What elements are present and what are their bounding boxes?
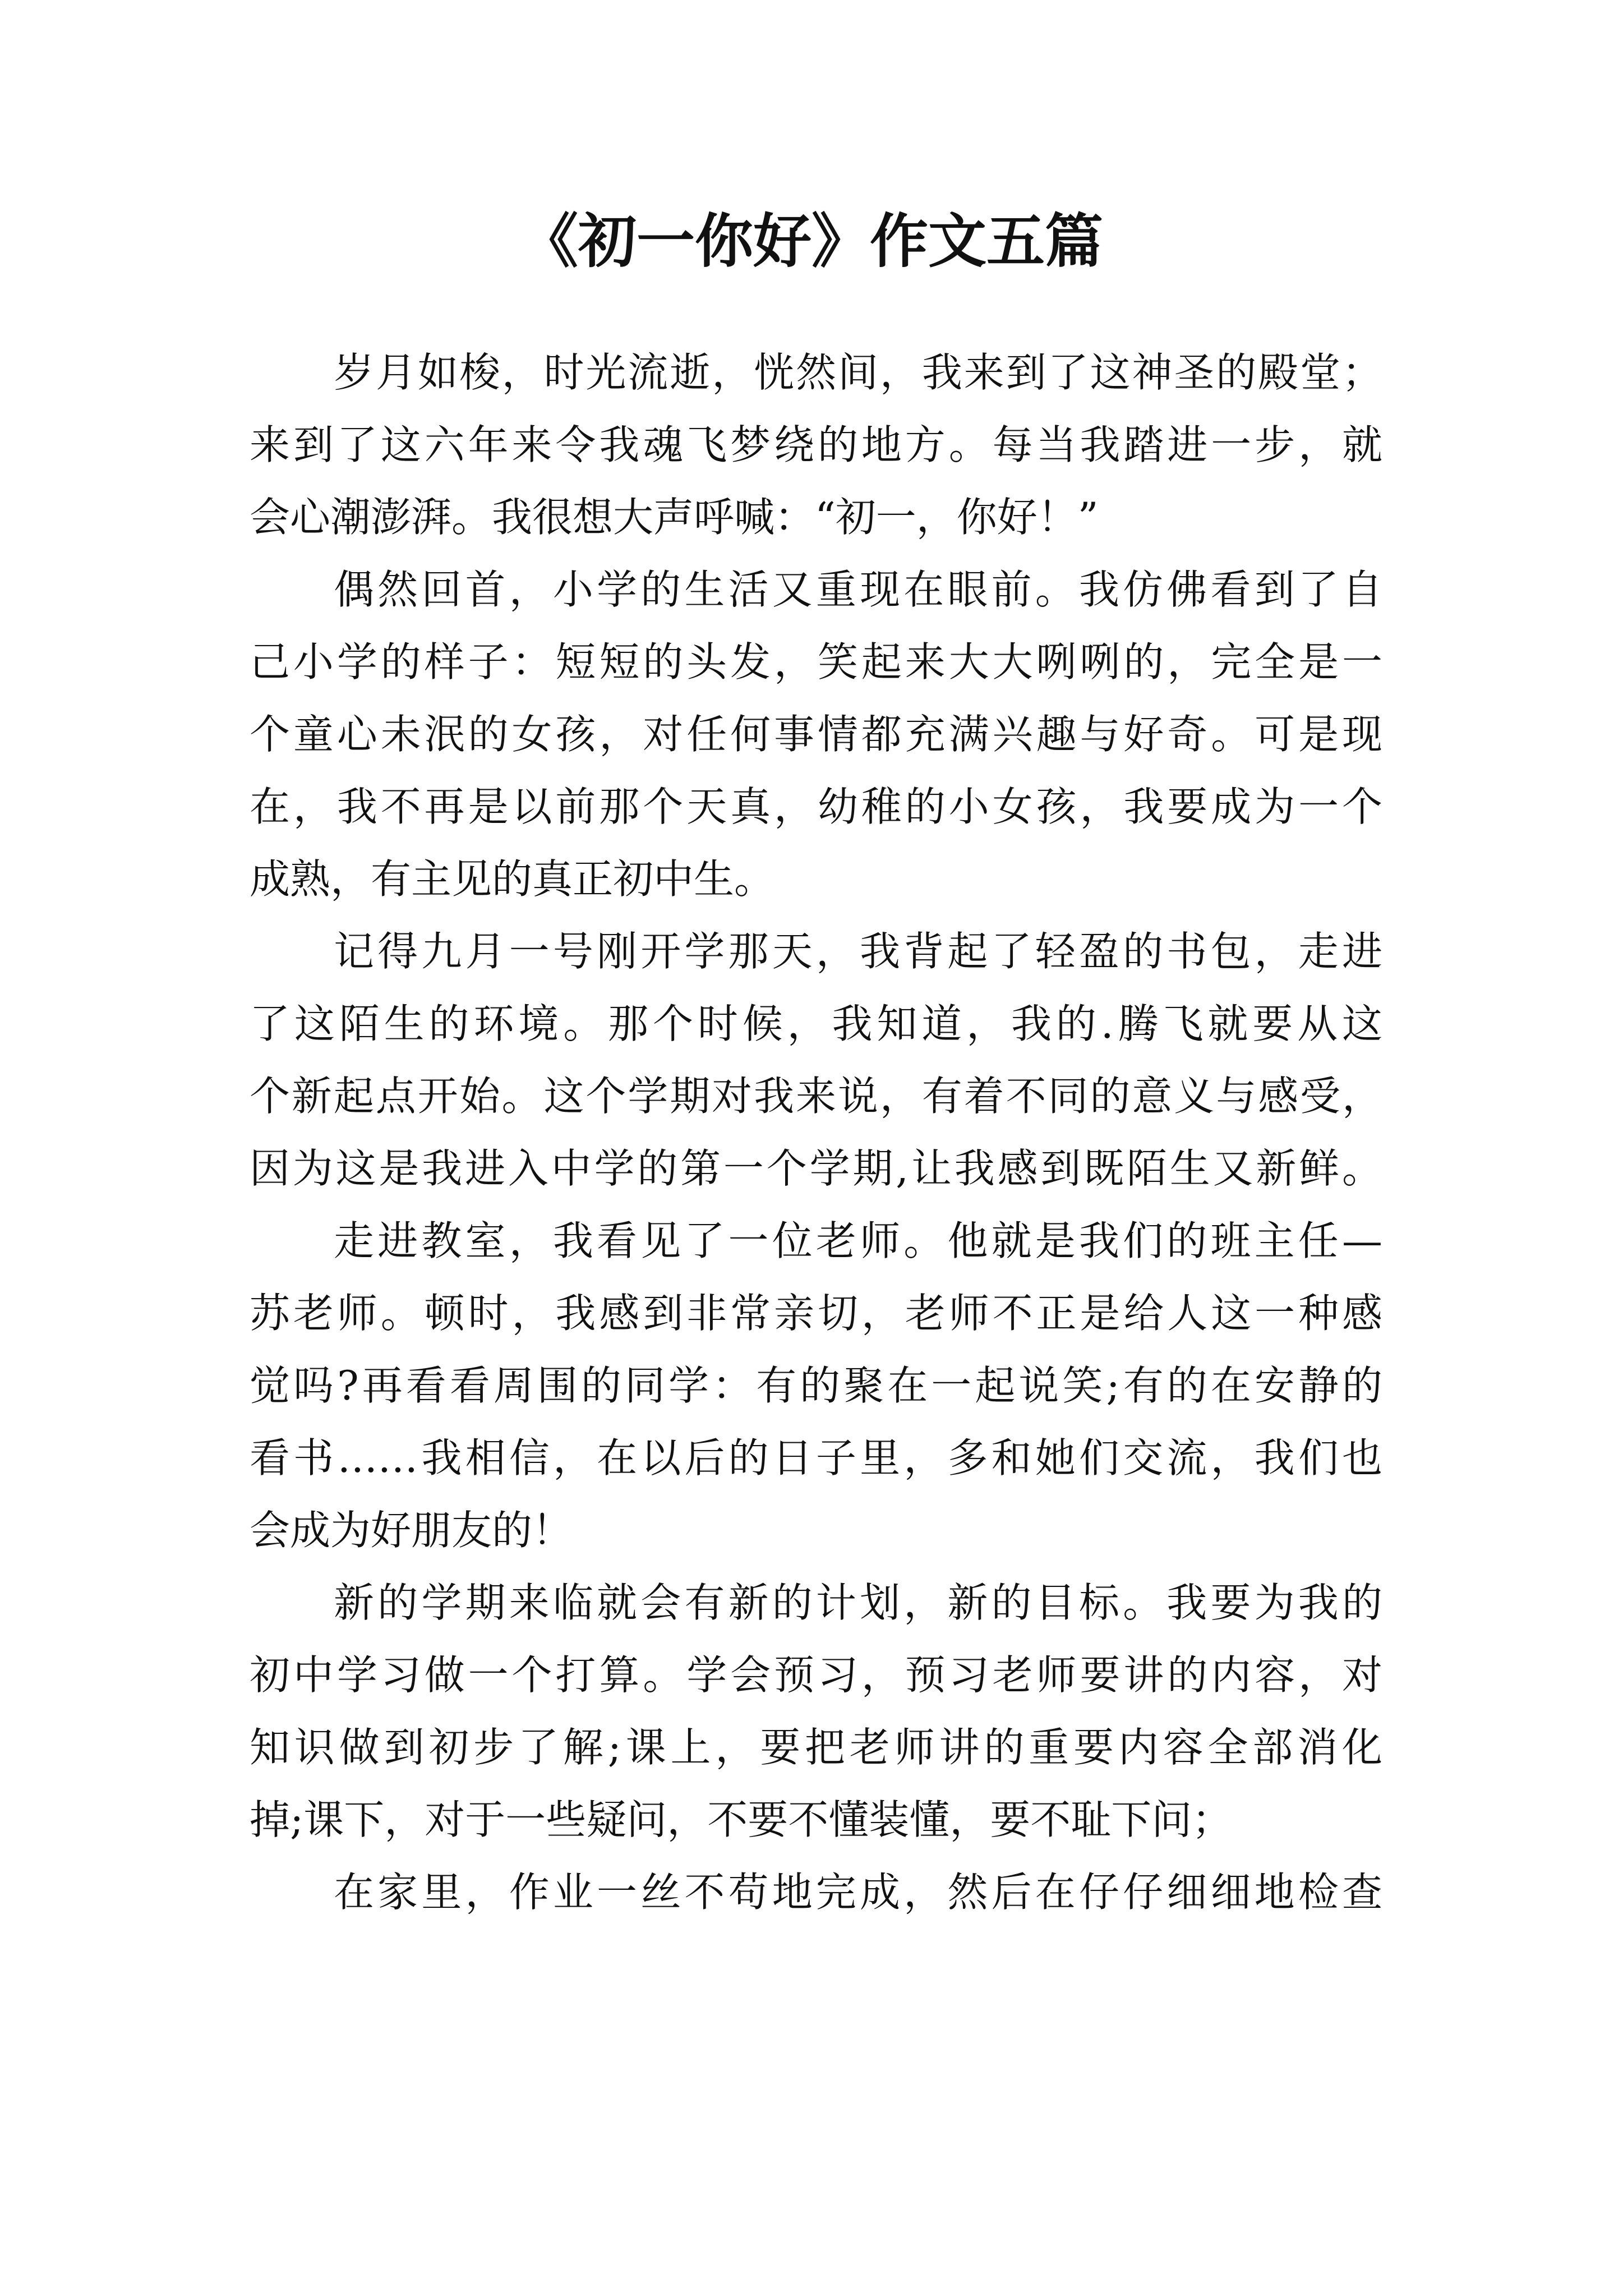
text-line: 觉吗?再看看周围的同学：有的聚在一起说笑;有的在安静的 — [250, 1362, 1382, 1409]
essay-body — [250, 337, 1382, 1929]
text-line: 在家里，作业一丝不苟地完成，然后在仔仔细细地检查 — [334, 1869, 1382, 1916]
text-line: 来到了这六年来令我魂飞梦绕的地方。每当我踏进一步，就 — [250, 421, 1382, 468]
text-line: 在，我不再是以前那个天真，幼稚的小女孩，我要成为一个 — [250, 783, 1382, 830]
text-line: 记得九月一号刚开学那天，我背起了轻盈的书包，走进 — [334, 928, 1382, 975]
text-line: 看书……我相信，在以后的日子里，多和她们交流，我们也 — [250, 1434, 1382, 1481]
text-line: 己小学的样子：短短的头发，笑起来大大咧咧的，完全是一 — [250, 638, 1382, 685]
document-title: 《初一你好》作文五篇 — [519, 206, 1103, 275]
text-line: 了这陌生的环境。那个时候，我知道，我的.腾飞就要从这 — [250, 1000, 1382, 1047]
text-line: 偶然回首，小学的生活又重现在眼前。我仿佛看到了自 — [334, 566, 1382, 613]
text-line: 掉;课下，对于一些疑问，不要不懂装懂，要不耻下问； — [250, 1796, 1233, 1843]
text-line: 走进教室，我看见了一位老师。他就是我们的班主任— — [334, 1217, 1382, 1264]
text-line: 个童心未泯的女孩，对任何事情都充满兴趣与好奇。可是现 — [250, 711, 1382, 758]
text-line: 会成为好朋友的！ — [250, 1507, 573, 1554]
text-line: 新的学期来临就会有新的计划，新的目标。我要为我的 — [334, 1579, 1382, 1626]
text-line: 成熟，有主见的真正初中生。 — [250, 855, 775, 903]
text-line: 知识做到初步了解;课上，要把老师讲的重要内容全部消化 — [250, 1724, 1382, 1771]
text-line: 个新起点开始。这个学期对我来说，有着不同的意义与感受， — [250, 1073, 1382, 1120]
text-line: 苏老师。顿时，我感到非常亲切，老师不正是给人这一种感 — [250, 1290, 1382, 1337]
text-line: 初中学习做一个打算。学会预习，预习老师要讲的内容，对 — [250, 1651, 1382, 1699]
text-line: 岁月如梭，时光流逝，恍然间，我来到了这神圣的殿堂； — [334, 349, 1382, 396]
text-line: 会心潮澎湃。我很想大声呼喊：“初一，你好！” — [250, 494, 1099, 541]
text-line: 因为这是我进入中学的第一个学期,让我感到既陌生又新鲜。 — [250, 1145, 1382, 1192]
